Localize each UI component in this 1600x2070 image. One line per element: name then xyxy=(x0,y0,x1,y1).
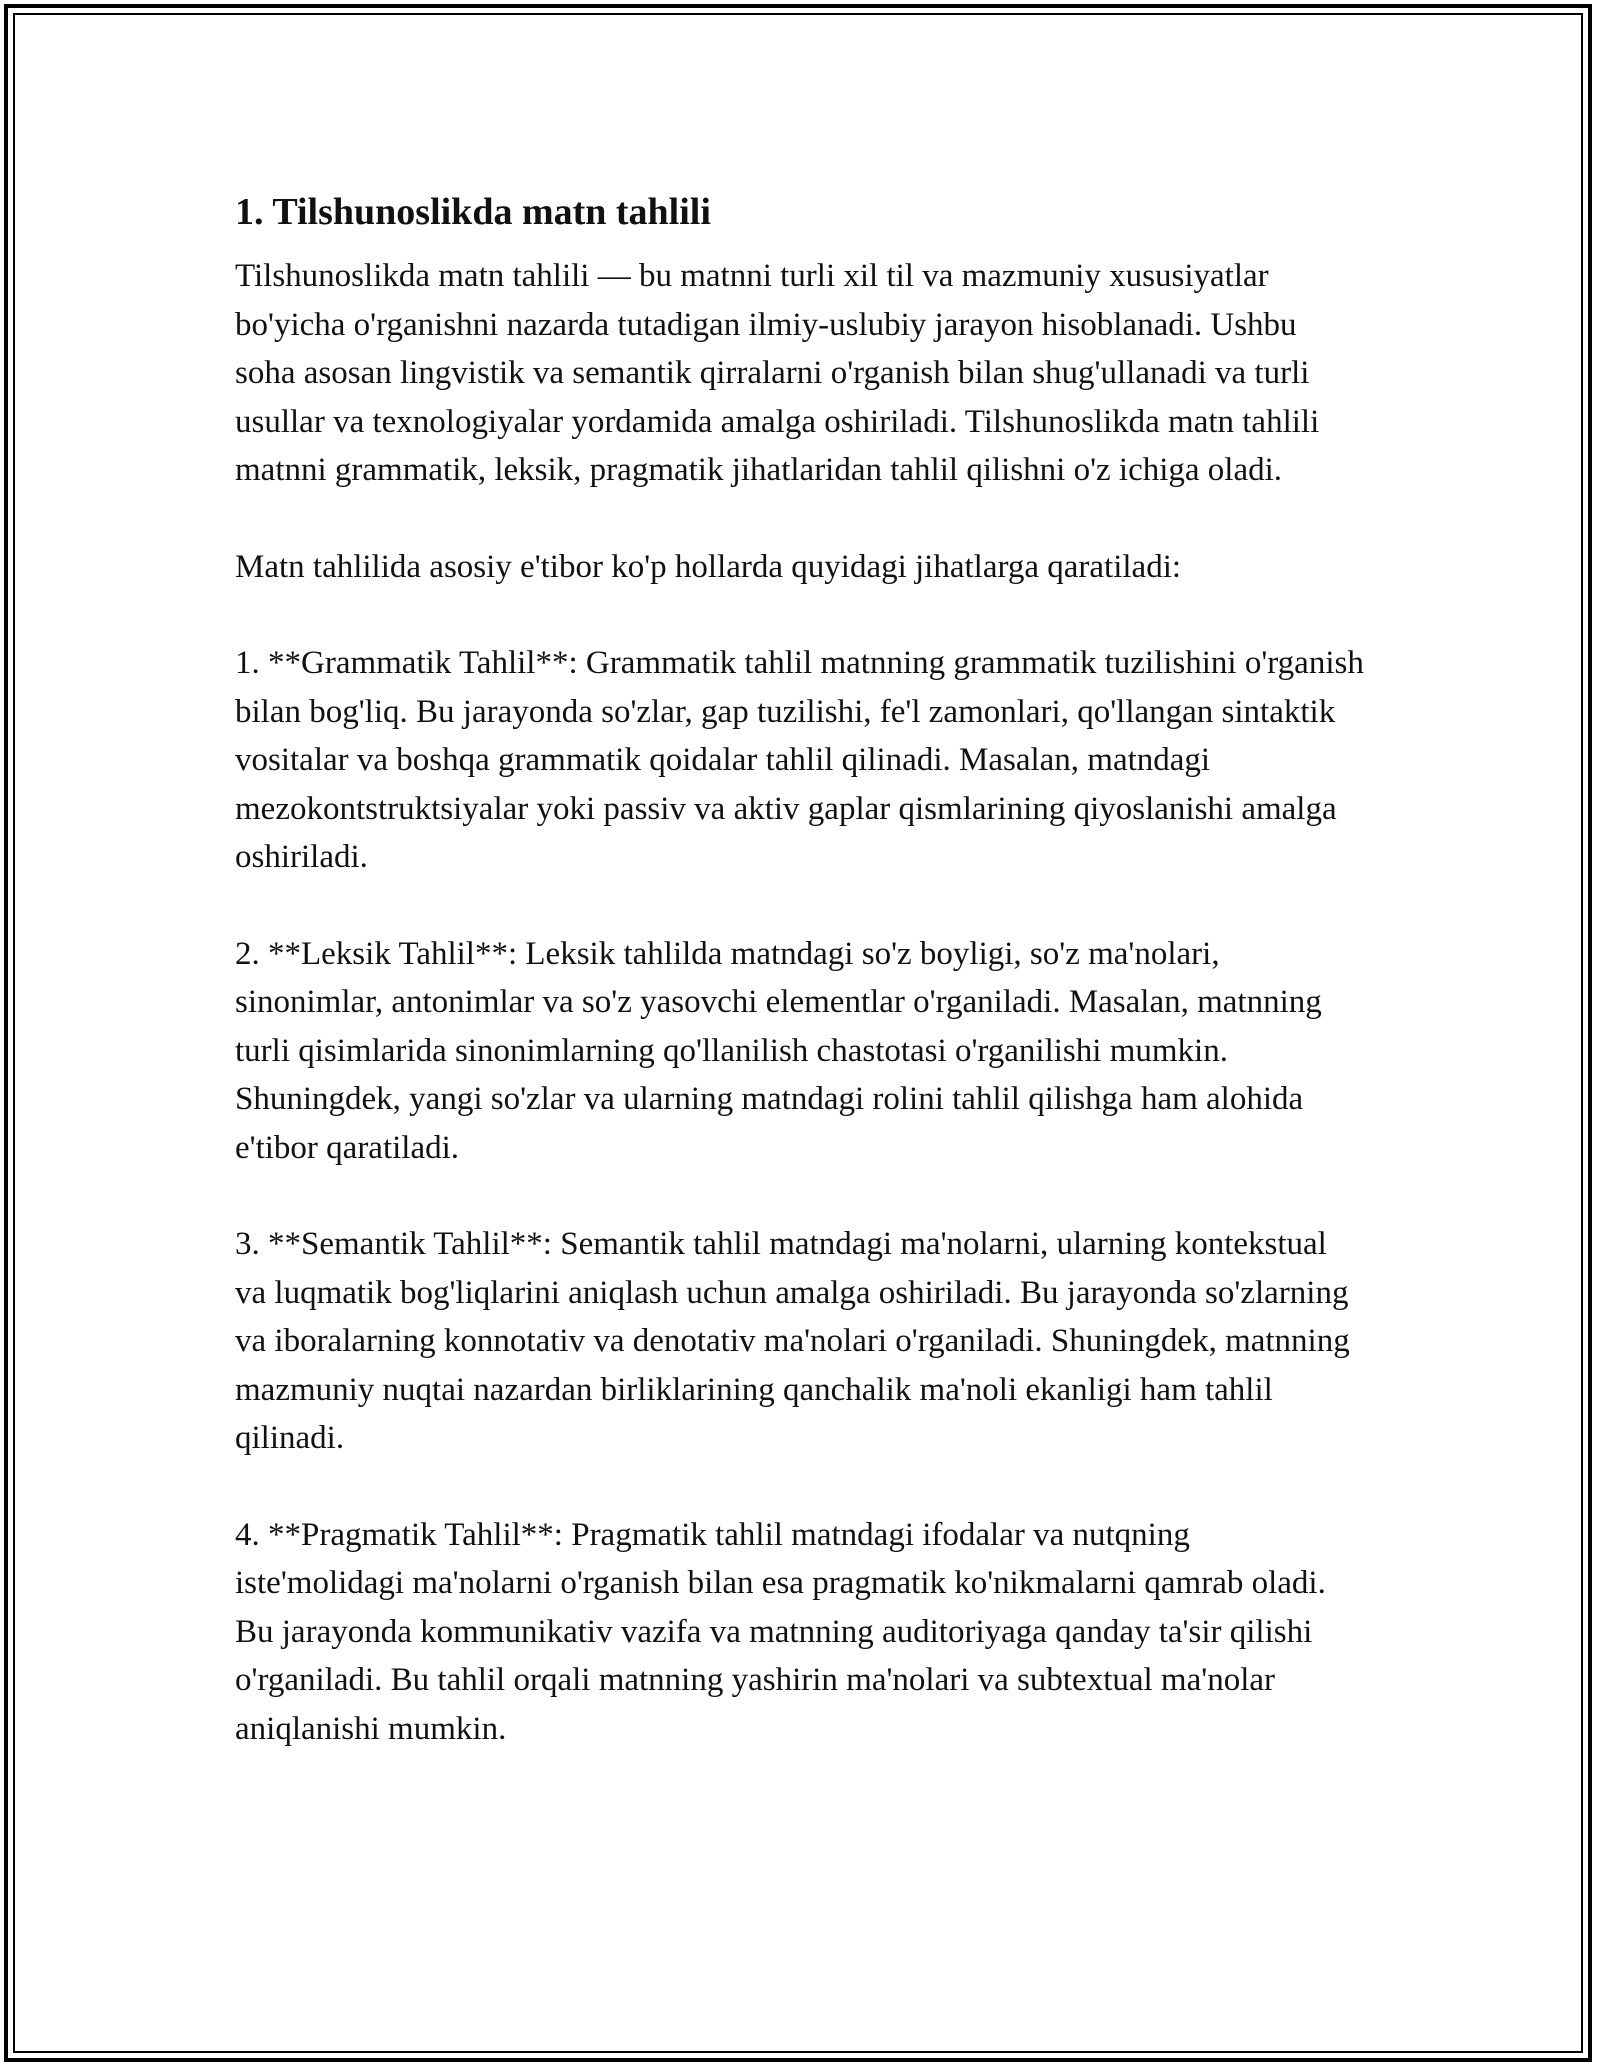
intro-paragraph: Tilshunoslikda matn tahlili — bu matnni turli xil til va mazmuniy xususiyatlar bo'yicha o'rganishni nazarda tutadigan ilmiy-uslubiy jarayon hisoblanadi. Ushbu soha asosan lingvistik va semantik qirralarni o'rganish bilan shug'ullanadi va turli usullar va texnologiyalar yordamida amalga oshiriladi. Tilshunoslikda matn tahlili matnni grammatik, leksik, pragmatik jihatlaridan tahlil qilishni o'z ichiga oladi. xyxy=(235,258,1320,488)
section-heading: 1. Tilshunoslikda matn tahlili xyxy=(235,191,711,233)
lexical-analysis-paragraph: 2. **Leksik Tahlil**: Leksik tahlilda matndagi so'z boyligi, so'z ma'nolari, sinonimlar, antonimlar va so'z yasovchi elementlar o'rganiladi. Masalan, matnning turli qisimlarida sinonimlarning qo'llanilish chastotasi o'rganilishi mumkin. Shuningdek, yangi so'zlar va ularning matndagi rolini tahlil qilishga ham alohida e'tibor qaratiladi. xyxy=(235,935,1322,1166)
focus-intro-paragraph: Matn tahlilida asosiy e'tibor ko'p hollarda quyidagi jihatlarga qaratiladi: xyxy=(235,548,1182,585)
document-body xyxy=(235,188,1365,1801)
semantic-analysis-paragraph: 3. **Semantik Tahlil**: Semantik tahlil matndagi ma'nolarni, ularning kontekstual va luqmatik bog'liqlarini aniqlash uchun amalga oshiriladi. Bu jarayonda so'zlarning va iboralarning konnotativ va denotativ ma'nolari o'rganiladi. Shuningdek, matnning mazmuniy nuqtai nazardan birliklarining qanchalik ma'noli ekanligi ham tahlil qilinadi. xyxy=(235,1226,1350,1456)
grammatical-analysis-paragraph: 1. **Grammatik Tahlil**: Grammatik tahlil matnning grammatik tuzilishini o'rganish bilan bog'liq. Bu jarayonda so'zlar, gap tuzilishi, fe'l zamonlari, qo'llangan sintaktik vositalar va boshqa grammatik qoidalar tahlil qilinadi. Masalan, matndagi mezokontstruktsiyalar yoki passiv va aktiv gaplar qismlarining qiyoslanishi amalga oshiriladi. xyxy=(235,645,1364,875)
pragmatic-analysis-paragraph: 4. **Pragmatik Tahlil**: Pragmatik tahlil matndagi ifodalar va nutqning iste'molidagi ma'nolarni o'rganish bilan esa pragmatik ko'nikmalarni qamrab oladi. Bu jarayonda kommunikativ vazifa va matnning auditoriyaga qanday ta'sir qilishi o'rganiladi. Bu tahlil orqali matnning yashirin ma'nolari va subtextual ma'nolar aniqlanishi mumkin. xyxy=(235,1516,1326,1747)
